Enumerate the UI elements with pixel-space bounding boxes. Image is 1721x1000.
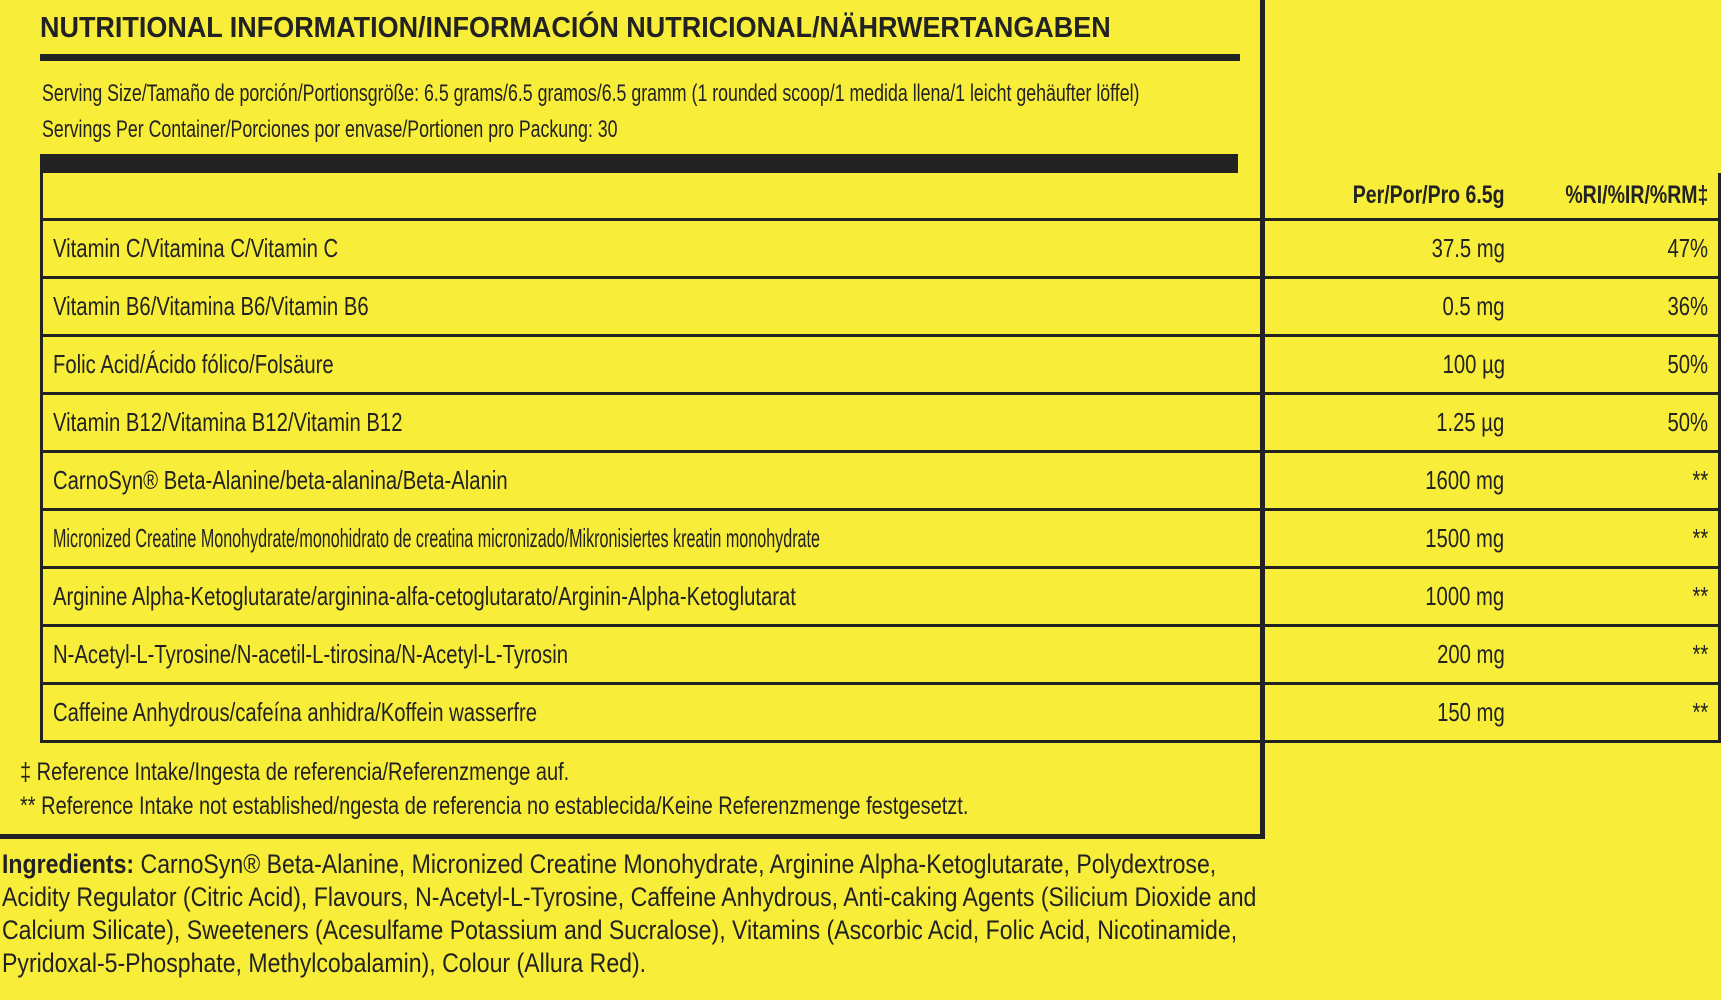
nutrient-name: Vitamin B12/Vitamina B12/Vitamin B12	[42, 394, 1301, 452]
nutrient-ri: **	[1515, 626, 1720, 684]
nutrient-amount: 200 mg	[1300, 626, 1515, 684]
table-row	[42, 452, 1720, 510]
nutrient-name: Caffeine Anhydrous/cafeína anhidra/Koffein wasserfre	[42, 684, 1301, 742]
nutrient-name: Vitamin C/Vitamina C/Vitamin C	[42, 220, 1301, 278]
nutrient-amount: 100 µg	[1300, 336, 1515, 394]
nutrient-name: Folic Acid/Ácido fólico/Folsäure	[42, 336, 1301, 394]
nutrient-ri: **	[1515, 568, 1720, 626]
nutrient-ri: 50%	[1515, 394, 1720, 452]
header-amount: Per/Por/Pro 6.5g	[1352, 181, 1505, 209]
nutrient-amount: 37.5 mg	[1300, 220, 1515, 278]
nutrient-amount: 1.25 µg	[1300, 394, 1515, 452]
footnote-not-established: ** Reference Intake not established/ngesta de referencia no establecida/Keine Referenzmenge festgesetzt.	[20, 792, 969, 820]
table-row	[42, 684, 1720, 742]
nutrient-name: CarnoSyn® Beta-Alanine/beta-alanina/Beta-Alanin	[42, 452, 1301, 510]
servings-per-container: Servings Per Container/Porciones por envase/Portionen pro Packung: 30	[42, 116, 618, 143]
header-ri: %RI/%IR/%RM‡	[1564, 181, 1708, 209]
thick-divider	[40, 154, 1238, 173]
table-row	[42, 568, 1720, 626]
nutrition-table	[40, 173, 1721, 743]
ingredients-list: CarnoSyn® Beta-Alanine, Micronized Creatine Monohydrate, Arginine Alpha-Ketoglutarate, Polydextrose, Acidity Regulator (Citric Acid), Flavours, N-Acetyl-L-Tyrosine, Caffeine Anhydrous, Anti-caking Agents (Silicium Dioxide and Calcium Silicate), Sweeteners (Acesulfame Potassium and Sucralose), Vitamins (Ascorbic Acid, Folic Acid, Nicotinamide, Pyridoxal-5-Phosphate, Methylcobalamin), Colour (Allura Red).	[2, 849, 1257, 978]
table-row	[42, 394, 1720, 452]
nutrient-ri: 36%	[1515, 278, 1720, 336]
ingredients-text	[2, 848, 1267, 980]
nutrient-ri: **	[1515, 452, 1720, 510]
ingredients-label: Ingredients:	[2, 849, 135, 879]
table-row	[42, 220, 1720, 278]
nutrient-ri: **	[1515, 510, 1720, 568]
serving-size: Serving Size/Tamaño de porción/Portionsgröße: 6.5 grams/6.5 gramos/6.5 gramm (1 rounded scoop/1 medida llena/1 leicht gehäufter löffel)	[42, 80, 1140, 107]
title-divider	[40, 54, 1240, 61]
nutrient-amount: 150 mg	[1300, 684, 1515, 742]
nutrient-amount: 1000 mg	[1300, 568, 1515, 626]
nutrient-ri: 50%	[1515, 336, 1720, 394]
panel-title: NUTRITIONAL INFORMATION/INFORMACIÓN NUTRICIONAL/NÄHRWERTANGABEN	[40, 12, 1111, 44]
table-header-row	[42, 173, 1720, 220]
table-row	[42, 278, 1720, 336]
nutrient-amount: 1600 mg	[1300, 452, 1515, 510]
nutrient-name: Micronized Creatine Monohydrate/monohidrato de creatina micronizado/Mikronisiertes kreatin monohydrate	[42, 510, 1301, 568]
nutrient-ri: 47%	[1515, 220, 1720, 278]
nutrient-amount: 1500 mg	[1300, 510, 1515, 568]
table-row	[42, 510, 1720, 568]
table-row	[42, 626, 1720, 684]
nutrient-name: Vitamin B6/Vitamina B6/Vitamin B6	[42, 278, 1301, 336]
nutrient-amount: 0.5 mg	[1300, 278, 1515, 336]
nutrient-name: N-Acetyl-L-Tyrosine/N-acetil-L-tirosina/N-Acetyl-L-Tyrosin	[42, 626, 1301, 684]
table-row	[42, 336, 1720, 394]
footnote-ri: ‡ Reference Intake/Ingesta de referencia/Referenzmenge auf.	[20, 758, 570, 786]
header-name	[42, 173, 1301, 220]
nutrient-ri: **	[1515, 684, 1720, 742]
nutrient-name: Arginine Alpha-Ketoglutarate/arginina-alfa-cetoglutarato/Arginin-Alpha-Ketoglutarat	[42, 568, 1301, 626]
